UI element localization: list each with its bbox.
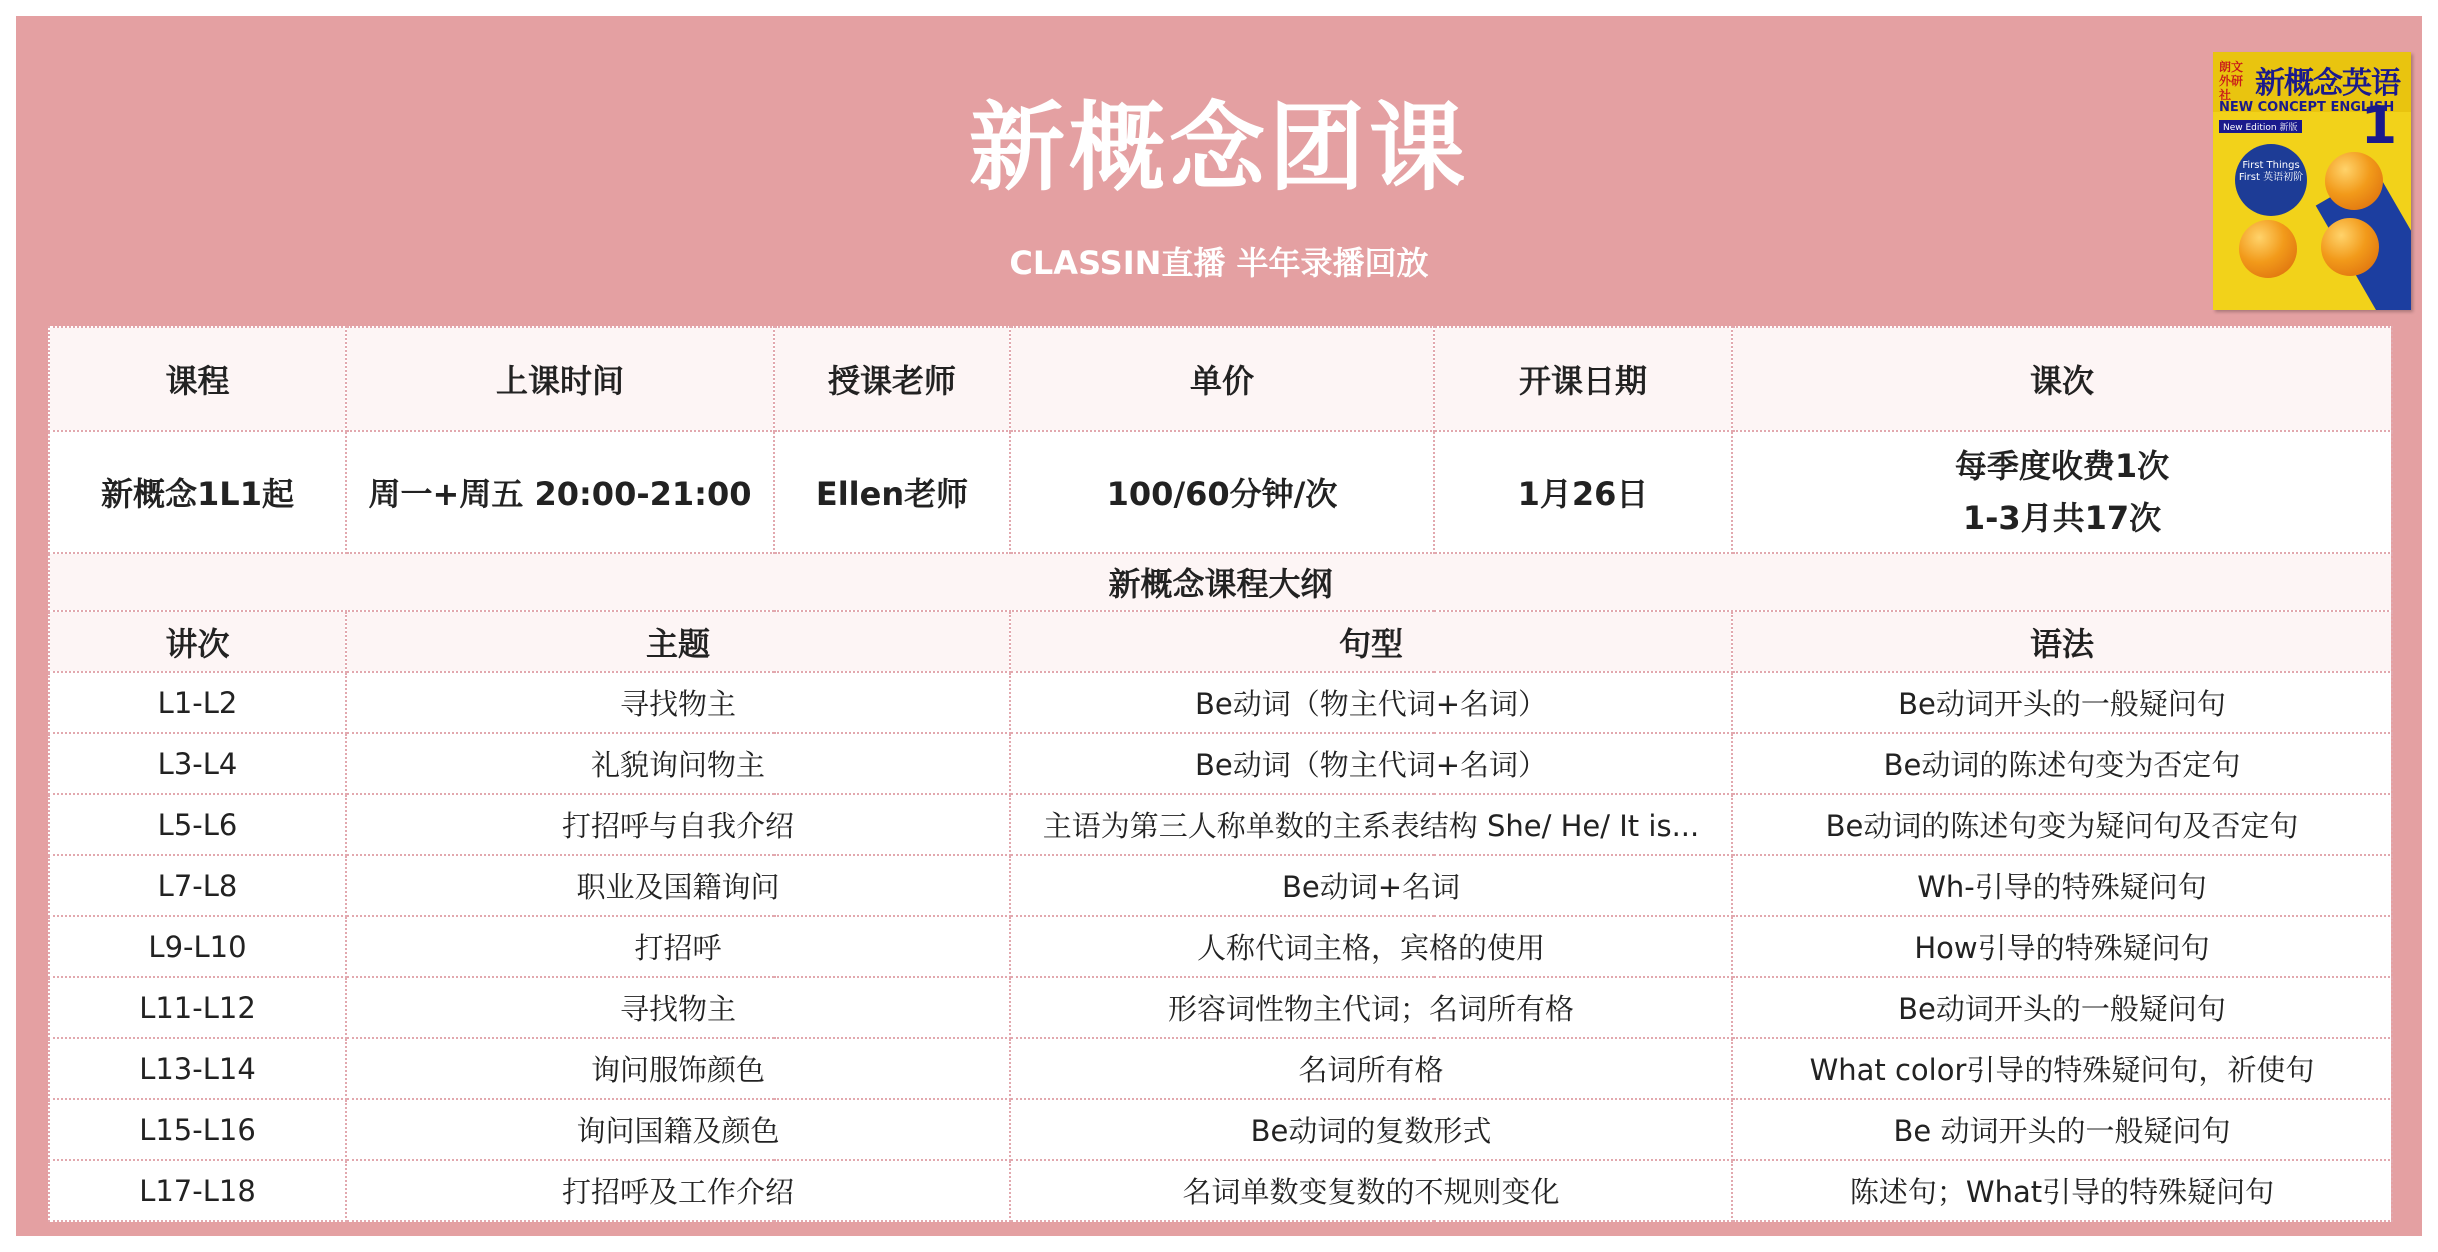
table-row — [49, 1160, 2392, 1221]
grammar-cell: 陈述句；What引导的特殊疑问句 — [1732, 1160, 2392, 1221]
pattern-cell: Be动词+名词 — [1010, 855, 1732, 916]
time-value: 周一+周五 20:00-21:00 — [346, 431, 774, 553]
teacher-value: Ellen老师 — [774, 431, 1010, 553]
header-sessions: 课次 — [1732, 327, 2392, 431]
grammar-cell: Be动词开头的一般疑问句 — [1732, 672, 2392, 733]
book-title: 新概念英语 — [2255, 66, 2400, 101]
lesson-cell: L11-L12 — [49, 977, 346, 1038]
outline-header-grammar: 语法 — [1732, 611, 2392, 672]
course-value: 新概念1L1起 — [49, 431, 346, 553]
info-header-row — [49, 327, 2392, 431]
page-title: 新概念团课 — [969, 92, 1469, 204]
pattern-cell: Be动词（物主代词+名词） — [1010, 733, 1732, 794]
header-price: 单价 — [1010, 327, 1434, 431]
grammar-cell: What color引导的特殊疑问句，祈使句 — [1732, 1038, 2392, 1099]
pattern-cell: Be动词（物主代词+名词） — [1010, 672, 1732, 733]
outline-title: 新概念课程大纲 — [49, 553, 2392, 612]
grammar-cell: Wh-引导的特殊疑问句 — [1732, 855, 2392, 916]
book-english-title: NEW CONCEPT ENGLISH — [2219, 100, 2395, 115]
topic-cell: 打招呼与自我介绍 — [346, 794, 1010, 855]
lesson-cell: L17-L18 — [49, 1160, 346, 1221]
table-row — [49, 977, 2392, 1038]
book-volume-number: 1 — [2360, 96, 2397, 156]
outline-title-row — [49, 553, 2392, 612]
info-value-row — [49, 431, 2392, 553]
pattern-cell: 名词单数变复数的不规则变化 — [1010, 1160, 1732, 1221]
header-teacher: 授课老师 — [774, 327, 1010, 431]
pattern-cell: Be动词的复数形式 — [1010, 1099, 1732, 1160]
lesson-cell: L3-L4 — [49, 733, 346, 794]
table-row — [49, 855, 2392, 916]
header-time: 上课时间 — [346, 327, 774, 431]
lesson-cell: L5-L6 — [49, 794, 346, 855]
textbook-cover-image — [2213, 52, 2411, 310]
topic-cell: 寻找物主 — [346, 977, 1010, 1038]
lesson-cell: L15-L16 — [49, 1099, 346, 1160]
pattern-cell: 人称代词主格，宾格的使用 — [1010, 916, 1732, 977]
lesson-cell: L7-L8 — [49, 855, 346, 916]
outline-header-row — [49, 611, 2392, 672]
topic-cell: 询问服饰颜色 — [346, 1038, 1010, 1099]
course-table-grid — [48, 326, 2393, 1222]
header-start-date: 开课日期 — [1434, 327, 1732, 431]
book-edition: New Edition 新版 — [2219, 120, 2302, 133]
orange-ball-icon — [2325, 152, 2383, 210]
outline-header-pattern: 句型 — [1010, 611, 1732, 672]
grammar-cell: Be动词的陈述句变为否定句 — [1732, 733, 2392, 794]
lesson-cell: L9-L10 — [49, 916, 346, 977]
topic-cell: 职业及国籍询问 — [346, 855, 1010, 916]
poster-panel — [16, 16, 2422, 1236]
table-row — [49, 672, 2392, 733]
lesson-cell: L13-L14 — [49, 1038, 346, 1099]
grammar-cell: How引导的特殊疑问句 — [1732, 916, 2392, 977]
orange-ball-icon — [2239, 220, 2297, 278]
topic-cell: 打招呼 — [346, 916, 1010, 977]
table-row — [49, 794, 2392, 855]
sessions-line-2: 1-3月共17次 — [1962, 498, 2162, 537]
price-value: 100/60分钟/次 — [1010, 431, 1434, 553]
table-row — [49, 1099, 2392, 1160]
start-date-value: 1月26日 — [1434, 431, 1732, 553]
book-publisher: 朗文 外研社 — [2219, 60, 2244, 102]
sessions-line-1: 每季度收费1次 — [1954, 446, 2170, 485]
orange-ball-icon — [2321, 218, 2379, 276]
topic-cell: 打招呼及工作介绍 — [346, 1160, 1010, 1221]
lesson-cell: L1-L2 — [49, 672, 346, 733]
topic-cell: 礼貌询问物主 — [346, 733, 1010, 794]
topic-cell: 询问国籍及颜色 — [346, 1099, 1010, 1160]
course-table — [48, 326, 2391, 1222]
table-row — [49, 1038, 2392, 1099]
grammar-cell: Be 动词开头的一般疑问句 — [1732, 1099, 2392, 1160]
grammar-cell: Be动词的陈述句变为疑问句及否定句 — [1732, 794, 2392, 855]
book-badge: First Things First 英语初阶 — [2235, 144, 2307, 216]
grammar-cell: Be动词开头的一般疑问句 — [1732, 977, 2392, 1038]
pattern-cell: 主语为第三人称单数的主系表结构 She/ He/ It is... — [1010, 794, 1732, 855]
outline-header-lesson: 讲次 — [49, 611, 346, 672]
table-row — [49, 733, 2392, 794]
topic-cell: 寻找物主 — [346, 672, 1010, 733]
table-row — [49, 916, 2392, 977]
sessions-value — [1732, 431, 2392, 553]
pattern-cell: 名词所有格 — [1010, 1038, 1732, 1099]
header-course: 课程 — [49, 327, 346, 431]
page-subtitle: CLASSIN直播 半年录播回放 — [1009, 244, 1429, 282]
pattern-cell: 形容词性物主代词；名词所有格 — [1010, 977, 1732, 1038]
outline-header-topic: 主题 — [346, 611, 1010, 672]
